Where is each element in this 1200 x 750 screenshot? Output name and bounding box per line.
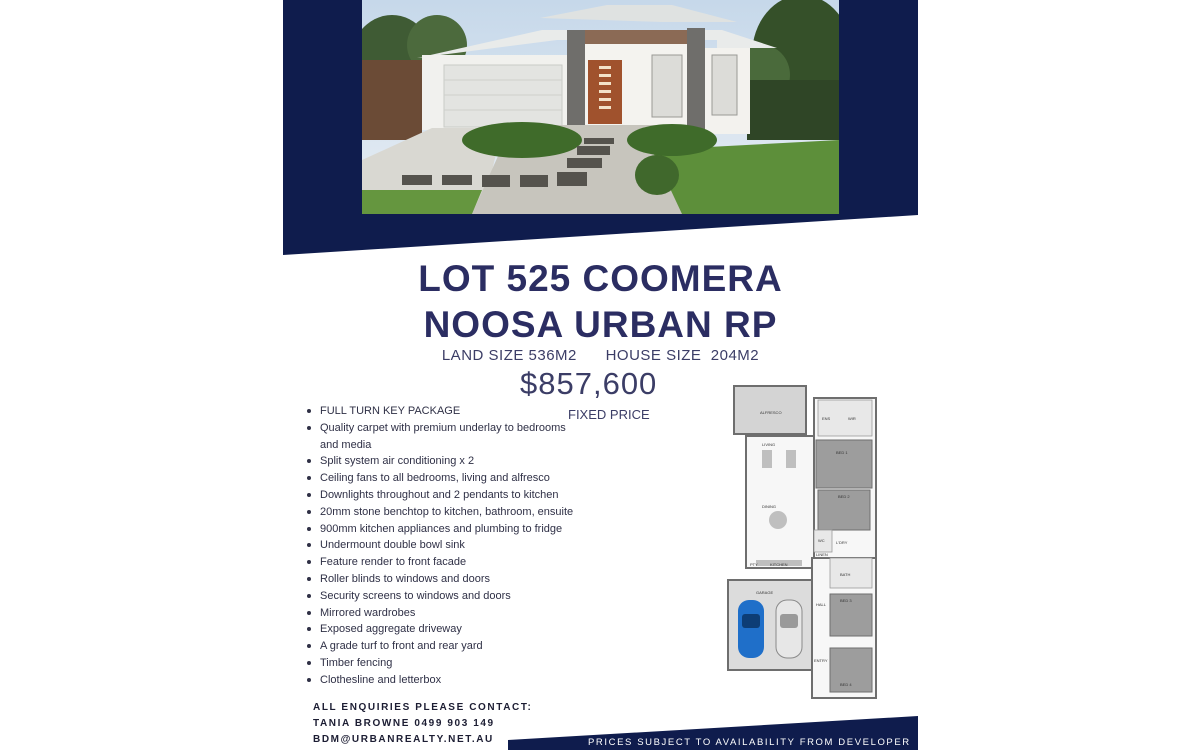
list-item: 20mm stone benchtop to kitchen, bathroom, ensuite: [307, 504, 620, 521]
list-item: Undermount double bowl sink: [307, 537, 620, 554]
plan-label-entry: ENTRY: [814, 658, 828, 663]
contact-block: [313, 700, 532, 748]
list-item: FULL TURN KEY PACKAGE: [307, 403, 620, 420]
list-item: Downlights throughout and 2 pendants to kitchen: [307, 487, 620, 504]
list-item: Timber fencing: [307, 655, 620, 672]
property-flyer: [283, 0, 918, 750]
plan-label-pantry: PTY: [750, 562, 758, 567]
list-item: Security screens to windows and doors: [307, 588, 620, 605]
size-info: [283, 347, 918, 364]
plan-label-bed2: BED 2: [838, 494, 850, 499]
contact-name-phone: TANIA BROWNE 0499 903 149: [313, 718, 495, 729]
list-item: Mirrored wardrobes: [307, 605, 620, 622]
plan-label-hall: HALL: [816, 602, 827, 607]
list-item: Feature render to front facade: [307, 554, 620, 571]
listing-title-line2: NOOSA URBAN RP: [423, 304, 778, 345]
plan-label-bed3: BED 3: [840, 598, 852, 603]
listing-price: $857,600: [520, 366, 658, 401]
floor-plan: [726, 380, 886, 710]
plan-label-garage: GARAGE: [756, 590, 774, 595]
list-item: Clothesline and letterbox: [307, 672, 620, 689]
list-item: and media: [320, 438, 372, 451]
plan-label-living: LIVING: [762, 442, 776, 447]
house-photo: [362, 0, 839, 214]
list-item: Roller blinds to windows and doors: [307, 571, 620, 588]
plan-label-linen: LINEN: [816, 552, 828, 557]
contact-email: BDM@URBANREALTY.NET.AU: [313, 734, 494, 745]
price-note: FIXED PRICE: [568, 407, 650, 422]
list-item: Quality carpet with premium underlay to bedrooms: [307, 420, 620, 437]
land-size: LAND SIZE 536M2: [441, 347, 577, 364]
house-size: HOUSE SIZE 204M2: [605, 347, 760, 364]
plan-label-kitchen: KITCHEN: [770, 562, 788, 567]
plan-label-dining: DINING: [762, 504, 776, 509]
plan-label-ens: ENS: [822, 416, 831, 421]
list-item: A grade turf to front and rear yard: [307, 638, 620, 655]
plan-label-bath: BATH: [840, 572, 851, 577]
plan-label-alfresco: ALFRESCO: [760, 410, 782, 415]
list-item: Exposed aggregate driveway: [307, 621, 620, 638]
list-item: 900mm kitchen appliances and plumbing to fridge: [307, 521, 620, 538]
plan-label-laundry: L'DRY: [836, 540, 848, 545]
list-item: Split system air conditioning x 2: [307, 453, 620, 470]
plan-label-wc: WC: [818, 538, 825, 543]
plan-label-bed1: BED 1: [836, 450, 848, 455]
plan-label-bed4: BED 4: [840, 682, 852, 687]
contact-heading: ALL ENQUIRIES PLEASE CONTACT:: [313, 702, 533, 713]
list-item: Ceiling fans to all bedrooms, living and alfresco: [307, 470, 620, 487]
plan-label-wir: WIR: [848, 416, 856, 421]
listing-title-line1: LOT 525 COOMERA: [418, 258, 783, 299]
features-list: [307, 403, 620, 689]
footer-disclaimer: PRICES SUBJECT TO AVAILABILITY FROM DEVELOPER: [588, 737, 911, 748]
